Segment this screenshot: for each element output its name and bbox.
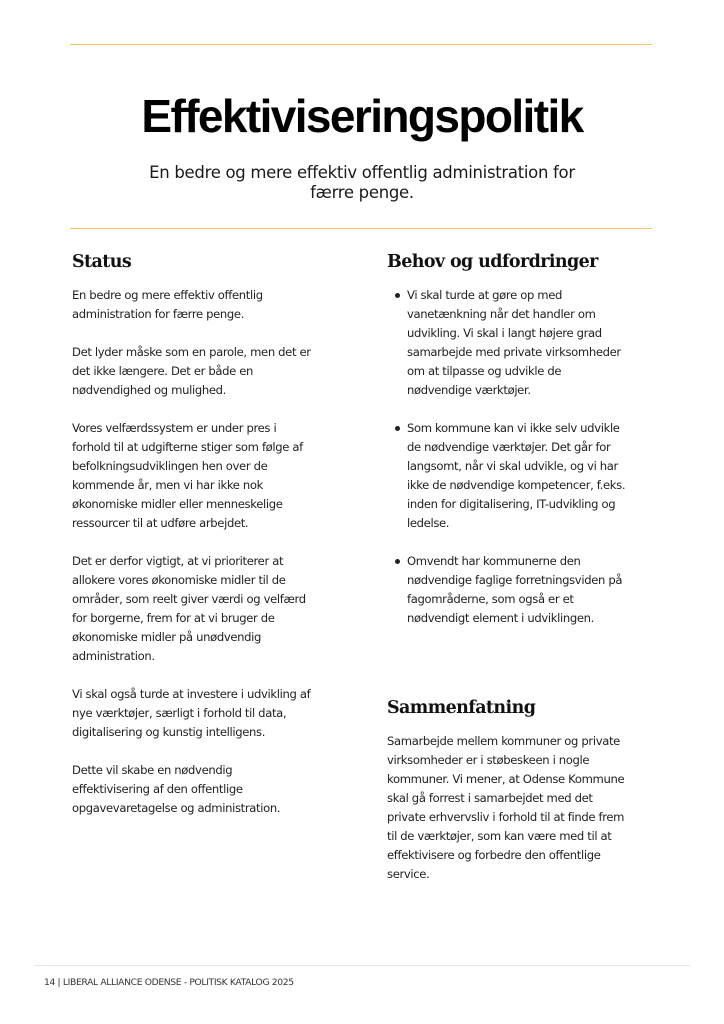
page-subtitle: En bedre og mere effektiv offentlig administration for færre penge. [149,163,575,202]
header-divider [70,228,652,229]
behov-heading: Behov og udfordringer [387,252,598,272]
behov-list [387,286,627,628]
list-item-text: Omvendt har kommunerne den nødvendige faglige forretningsviden på fagområderne, som også er et nødvendigt element i udviklingen. [407,554,623,625]
bullet-icon [395,293,400,298]
bullet-icon [395,559,400,564]
status-paragraph: En bedre og mere effektiv offentlig administration for færre penge. [72,288,263,321]
footer-divider [34,965,690,966]
summary-text: Samarbejde mellem kommuner og private virksomheder er i støbeskeen i nogle kommuner. Vi mener, at Odense Kommune skal gå forrest i samarbejdet med det private erhvervsliv i forhold til at finde frem til de værktøjer, som kan være med til at effektivisere og forbedre den offentlige service. [387,734,625,881]
status-paragraph: Det lyder måske som en parole, men det er det ikke længere. Det er både en nødvendighed og mulighed. [72,345,311,397]
list-item-text: Som kommune kan vi ikke selv udvikle de nødvendige værktøjer. Det går for langsomt, når vi skal udvikle, og vi har ikke de nødvendige kompetencer, f.eks. inden for digitalisering, IT-udvikling og ledelse. [407,421,626,530]
behov-section [387,250,627,647]
status-heading: Status [72,252,132,272]
summary-section [387,696,627,903]
status-paragraph: Dette vil skabe en nødvendig effektivisering af den offentlige opgavevaretagelse og administration. [72,763,281,815]
list-item [387,286,627,400]
top-divider [70,44,652,45]
list-item [387,552,627,628]
bullet-icon [395,426,400,431]
list-item [387,419,627,533]
page-title: Effektiviseringspolitik [141,90,583,142]
status-section [72,250,312,837]
status-paragraph: Det er derfor vigtigt, at vi prioriterer at allokere vores økonomiske midler til de områder, som reelt giver værdi og velfærd for borgerne, frem for at vi bruger de økonomiske midler på unødvendig administration. [72,554,306,663]
summary-heading: Sammenfatning [387,698,536,718]
list-item-text: Vi skal turde at gøre op med vanetænkning når det handler om udvikling. Vi skal i langt højere grad samarbejde med private virksomheder om at tilpasse og udvikle de nødvendige værktøjer. [407,288,621,397]
page-footer: 14 | LIBERAL ALLIANCE ODENSE - POLITISK KATALOG 2025 [44,977,294,988]
status-paragraph: Vi skal også turde at investere i udvikling af nye værktøjer, særligt i forhold til data, digitalisering og kunstig intelligens. [72,687,311,739]
status-paragraph: Vores velfærdssystem er under pres i forhold til at udgifterne stiger som følge af befolkningsudviklingen hen over de kommende år, men vi har ikke nok økonomiske midler eller menneskelige ressourcer til at udføre arbejdet. [72,421,303,530]
